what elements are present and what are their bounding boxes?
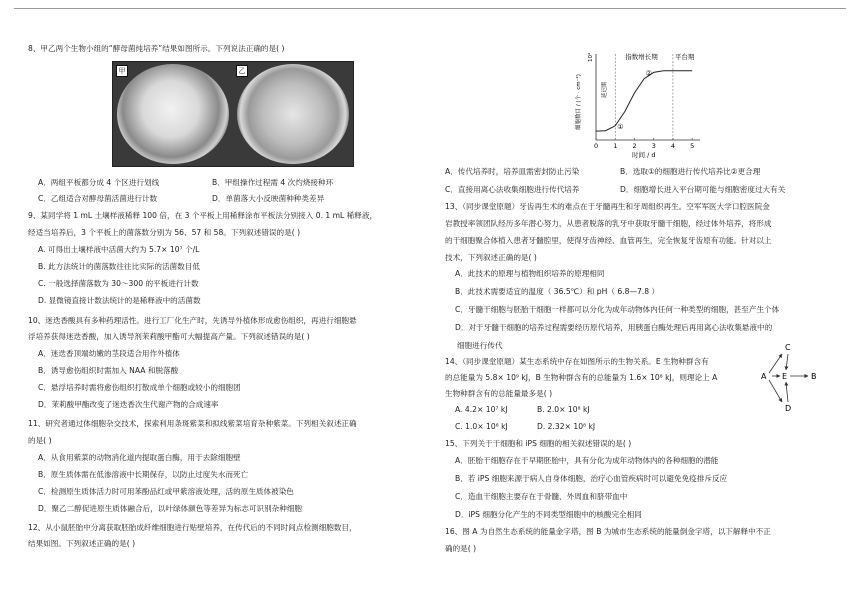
- q15-option-b: B．若 iPS 细胞来源于病人自身体细胞，治疗心血管疾病时可以避免免疫排斥反应: [455, 474, 728, 483]
- phase-label-lag: 延迟期: [602, 81, 608, 98]
- top-divider: [14, 8, 846, 9]
- x-axis-label: 时间 / d: [632, 151, 656, 159]
- q8-petri-dish-photo: [112, 61, 354, 167]
- food-web-node-b: B: [811, 372, 817, 381]
- q13-option-a: A．此技术的原理与植物组织培养的原理相同: [455, 269, 605, 278]
- q11-option-d: D．聚乙二醇促进原生质体融合后，以叶绿体颜色等差异为标志可识别杂种细胞: [38, 504, 303, 513]
- growth-curve-line: [596, 71, 692, 131]
- q9-option-a: A. 可得出土壤样液中活菌大约为 5.7× 10⁷ 个/L: [38, 245, 200, 254]
- petri-dish-b: [237, 64, 349, 164]
- q12-option-d: D．细胞增长进入平台期可能与细胞密度过大有关: [620, 185, 786, 194]
- curve-marker-2: ②: [645, 69, 652, 78]
- q8-option-c: C．乙组适合对酵母菌活菌进行计数: [38, 194, 158, 203]
- q8-option-d: D．单菌落大小反映菌种种类差异: [212, 194, 325, 203]
- q15-option-d: D．iPS 细胞分化产生的不同类型细胞中的核酸完全相同: [455, 510, 642, 519]
- q16-stem-line1: 16、图 A 为自然生态系统的能量金字塔，图 B 为城市生态系统的能量倒金字塔，以下解释中不正: [445, 527, 771, 536]
- q11-option-b: B．原生质体需在低渗溶液中长期保存，以防止过度失水而死亡: [38, 470, 249, 479]
- q13-option-d-line1: D．对于牙髓干细胞的培养过程需要经历原代培养，用胰蛋白酶处理后再用离心法收集悬液中的: [455, 323, 773, 332]
- q14-food-web-diagram: [760, 340, 835, 420]
- q14-option-a: A. 4.2× 10⁷ kJ: [455, 405, 508, 414]
- q12-option-b: B．选取①的细胞进行传代培养比②更合理: [620, 167, 761, 176]
- q16-stem-line2: 确的是( ): [445, 544, 477, 553]
- q13-stem-line2: 岩教授率领团队经历多年潜心努力，从患者脱落的乳牙中获取牙髓干细胞，经过体外培养，将形成: [445, 219, 772, 228]
- q9-option-c: C. 一般选择菌落数为 30～300 的平板进行计数: [38, 279, 199, 288]
- food-web-node-a: A: [761, 372, 767, 381]
- x-tick-label: 0: [594, 142, 599, 150]
- x-tick-label: 3: [651, 142, 656, 150]
- y-axis-exponent: 10⁴: [588, 52, 594, 62]
- q13-option-b: B．此技术需要适宜的温度（ 36.5℃）和 pH（ 6.8—7.8 ）: [455, 287, 660, 296]
- q12-stem-line1: 12、从小鼠胚胎中分离获取胚胎成纤维细胞进行贴壁培养，在传代后的不同时间点检测细胞数目，: [28, 523, 357, 532]
- q14-option-c: C. 1.0× 10⁸ kJ: [455, 422, 508, 431]
- q14-stem-line3: 生物种群含有的总能量最多是( ): [445, 389, 553, 398]
- food-web-node-e: E: [782, 372, 788, 381]
- q9-stem-line2: 经适当培养后，3 个平板上的菌落数分别为 56、57 和 58。下列叙述错误的是( ): [28, 228, 301, 237]
- q15-stem: 15、下列关于干细胞和 iPS 细胞的相关叙述错误的是( ): [445, 439, 632, 448]
- curve-marker-1: ①: [617, 122, 624, 131]
- q14-option-b: B. 2.0× 10⁸ kJ: [537, 405, 590, 414]
- q9-stem-line1: 9、某同学将 1 mL 土壤样液稀释 100 倍，在 3 个平板上用稀释涂布平板法分别接入 0. 1 mL 稀释液，: [28, 211, 378, 220]
- q8-option-b: B．甲组操作过程需 4 次灼烧接种环: [212, 178, 334, 187]
- q13-option-c: C．牙髓干细胞与胚胎干细胞一样都可以分化为成年动物体内任何一种类型的细胞，甚至产生个体: [455, 305, 780, 314]
- q9-option-d: D. 显微镜直接计数法统计的是稀释液中的活菌数: [38, 296, 201, 305]
- q8-option-a: A．两组平板都分成 4 个区进行划线: [38, 178, 160, 187]
- q11-stem-line2: 的是( ): [28, 436, 52, 445]
- q15-option-c: C．造血干细胞主要存在于骨髓、外周血和脐带血中: [455, 492, 628, 501]
- q13-option-d-line2: 细胞进行传代: [457, 341, 503, 350]
- q10-stem-line1: 10、迷迭香酸具有多种药理活性。进行工厂化生产时，先诱导外植体形成愈伤组织，再进行细胞悬: [28, 316, 357, 325]
- q9-option-b: B. 此方法统计的菌落数往往比实际的活菌数目低: [38, 262, 200, 271]
- q12-stem-line2: 结果如图。下列叙述正确的是( ): [28, 539, 136, 548]
- food-web-node-d: D: [785, 404, 792, 413]
- q12-option-c: C．直接用离心法收集细胞进行传代培养: [445, 185, 580, 194]
- q11-option-c: C．检测原生质体活力时可用苯酚品红或甲紫溶液处理，活的原生质体被染色: [38, 487, 294, 496]
- y-axis-label: 细胞数目 / (个 · cm⁻²): [576, 74, 582, 130]
- dish-label-a: 甲: [116, 65, 128, 77]
- q14-stem-line2: 的总能量为 5.8× 10⁹ kJ，B 生物种群含有的总能量为 1.6× 10⁸ kJ，则理论上 A: [445, 373, 718, 382]
- q11-stem-line1: 11、研究者通过体细胞杂交技术，探索利用条斑紫菜和拟线紫菜培育杂种紫菜。下列相关叙述正确: [28, 419, 357, 428]
- q10-stem-line2: 浮培养获得迷迭香酸，加入诱导剂茉莉酸甲酯可大幅提高产量。下列叙述错误的是( ): [28, 332, 310, 341]
- phase-label-plateau: 平台期: [674, 53, 695, 61]
- x-tick-label: 5: [690, 142, 695, 150]
- x-tick-label: 2: [632, 142, 637, 150]
- q13-stem-line4: 技术，下列叙述正确的是( ): [445, 253, 537, 262]
- q13-stem-line1: 13、（同步课堂原题）牙齿再生术的难点在于牙髓再生和牙周组织再生。空军军医大学口腔医院金: [445, 202, 770, 211]
- q10-option-d: D．茉莉酸甲酯改变了迷迭香次生代谢产物的合成速率: [38, 400, 219, 409]
- dish-label-b: 乙: [236, 65, 248, 77]
- food-web-node-c: C: [785, 343, 791, 352]
- q10-option-a: A．迷迭香顶端幼嫩的茎段适合用作外植体: [38, 349, 180, 358]
- x-tick-label: 1: [613, 142, 618, 150]
- phase-label-log: 指数增长期: [625, 53, 658, 61]
- q12-growth-curve-chart: [572, 48, 707, 163]
- q11-option-a: A．从食用紫菜的动物消化道内提取蛋白酶，用于去除细胞壁: [38, 453, 241, 462]
- q10-option-c: C．悬浮培养时需将愈伤组织打散成单个细胞或较小的细胞团: [38, 383, 241, 392]
- q10-option-b: B．诱导愈伤组织时需加入 NAA 和脱落酸: [38, 366, 179, 375]
- q13-stem-line3: 的干细胞聚合体植入患者牙髓腔里，使得牙齿神经、血管再生，完全恢复牙齿原有功能。针对以上: [445, 236, 772, 245]
- q8-stem: 8、甲乙两个生物小组的“酵母菌纯培养”结果如图所示。下列说法正确的是( ): [28, 44, 285, 53]
- petri-dish-a: [117, 64, 229, 164]
- x-tick-label: 4: [670, 142, 676, 150]
- q12-option-a: A．传代培养时，培养皿需密封防止污染: [445, 167, 580, 176]
- q15-option-a: A．胚胎干细胞存在于早期胚胎中，具有分化为成年动物体内的各种细胞的潜能: [455, 456, 719, 465]
- q14-stem-line1: 14、（同步课堂原题）某生态系统中存在如图所示的生物关系。E 生物种群含有: [445, 357, 709, 366]
- q14-option-d: D. 2.32× 10⁸ kJ: [537, 422, 596, 431]
